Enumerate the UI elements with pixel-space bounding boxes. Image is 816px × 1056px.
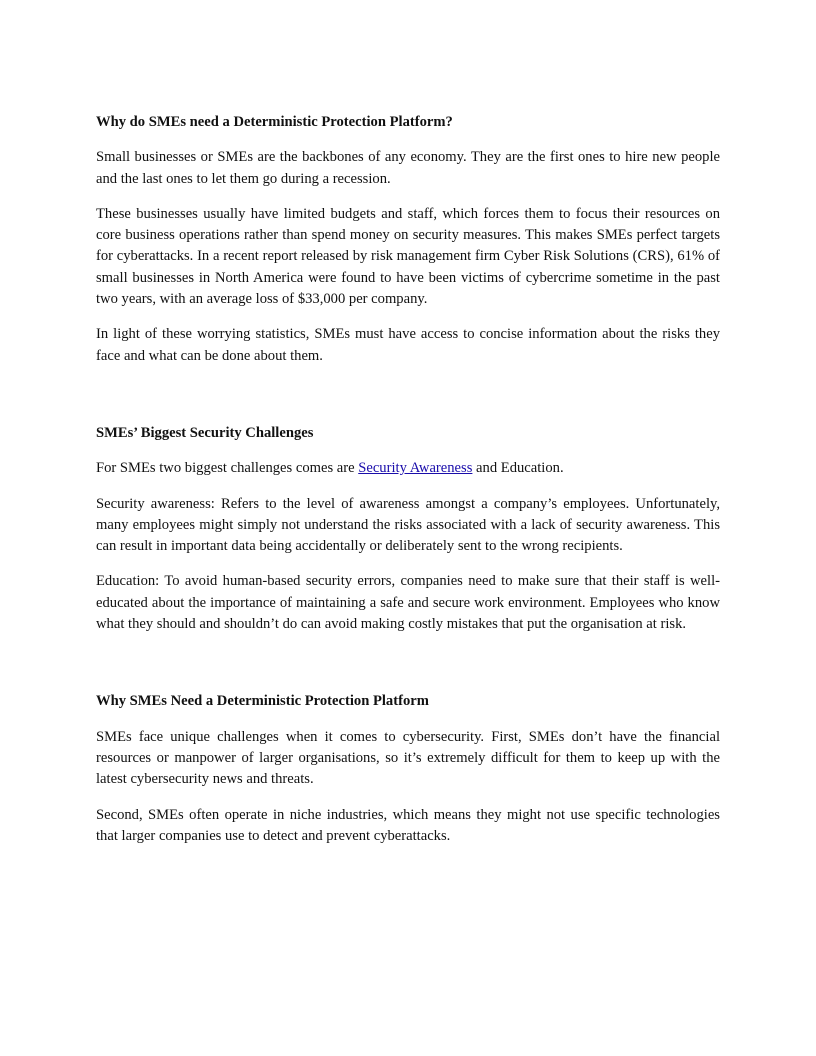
intro-text-before: For SMEs two biggest challenges comes are — [96, 460, 359, 477]
section-spacer — [96, 381, 720, 423]
paragraph: Security awareness: Refers to the level of awareness amongst a company’s employees. Unfortunately, many employees might simply not understand the risks associated with a lack of security awareness. This can result in important data being accidentally or deliberately sent to the wrong recipients. — [96, 495, 720, 555]
paragraph: In light of these worrying statistics, SMEs must have access to concise information about the risks they face and what can be done about them. — [96, 326, 720, 364]
paragraph: Small businesses or SMEs are the backbones of any economy. They are the first ones to hire new people and the last ones to let them go during a recession. — [96, 149, 720, 187]
section-heading: SMEs’ Biggest Security Challenges — [96, 424, 314, 441]
paragraph: These businesses usually have limited budgets and staff, which forces them to focus their resources on core business operations rather than spend money on security measures. This makes SMEs perfect targets for cyberattacks. In a recent report released by risk management firm Cyber Risk Solutions (CRS), 61% of small businesses in North America were found to have been victims of cybercrime sometime in the past two years, with an average loss of $33,000 per company. — [96, 205, 720, 308]
section-spacer — [96, 649, 720, 691]
section-heading: Why do SMEs need a Deterministic Protection Platform? — [96, 114, 453, 130]
section-heading: Why SMEs Need a Deterministic Protection Platform — [96, 693, 429, 710]
paragraph: Education: To avoid human-based security errors, companies need to make sure that their staff is well-educated about the importance of maintaining a safe and secure work environment. Employees who know what they should and shouldn’t do can avoid making costly mistakes that put the organisation at risk. — [96, 573, 720, 633]
section-why-smes-need-dpp — [96, 112, 720, 367]
document-page — [96, 112, 720, 861]
section-security-challenges — [96, 423, 720, 635]
section-why-smes-need-dpp-2 — [96, 691, 720, 847]
security-awareness-link[interactable]: Security Awareness — [358, 460, 473, 477]
paragraph: SMEs face unique challenges when it comes to cybersecurity. First, SMEs don’t have the financial resources or manpower of larger organisations, so it’s extremely difficult for them to keep up with the latest cybersecurity news and threats. — [96, 728, 720, 788]
intro-text-after: and Education. — [472, 460, 564, 477]
intro-paragraph — [96, 458, 720, 479]
paragraph: Second, SMEs often operate in niche industries, which means they might not use specific technologies that larger companies use to detect and prevent cyberattacks. — [96, 806, 720, 844]
